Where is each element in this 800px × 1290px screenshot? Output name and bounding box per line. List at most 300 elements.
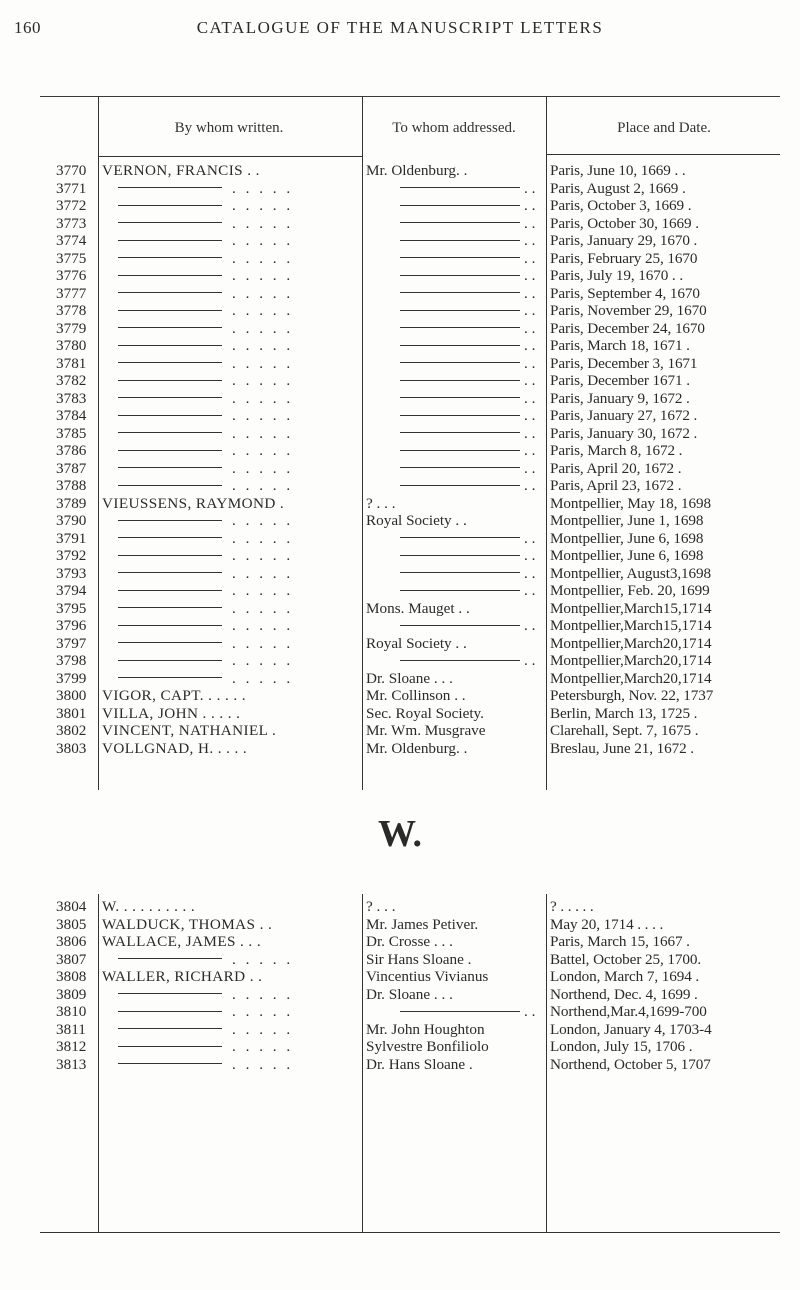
entry-number: 3801 [56, 704, 87, 722]
leader-dots: . . [524, 197, 536, 214]
entry-number: 3793 [56, 564, 87, 582]
addressee-ditto [366, 267, 546, 285]
entry-number: 3771 [56, 179, 87, 197]
table-row [0, 968, 800, 986]
writer-ditto [102, 530, 360, 548]
entry-number: 3775 [56, 249, 87, 267]
leader-dots: . . . . . [232, 459, 294, 477]
leader-dots: . . . . . [232, 249, 294, 267]
leader-dots: . . [524, 582, 536, 599]
ditto-rule [118, 642, 222, 643]
writer-ditto [102, 617, 360, 635]
bottom-rule [40, 1232, 780, 1233]
place-and-date: Paris, October 30, 1669 . [550, 214, 699, 232]
leader-dots: . . . . . [232, 1038, 294, 1055]
entry-number: 3803 [56, 739, 87, 757]
table-row [0, 740, 800, 758]
addressee: Mr. Oldenburg. . [366, 162, 468, 179]
table-row [0, 250, 800, 268]
writer-ditto [102, 390, 360, 408]
addressee: ? . . . [366, 898, 396, 915]
addressee: Sir Hans Sloane . [366, 950, 472, 968]
writer-ditto [102, 372, 360, 390]
place-and-date: Paris, January 29, 1670 . [550, 232, 698, 249]
ditto-rule [118, 1063, 222, 1064]
writer-ditto [102, 512, 360, 530]
writer-ditto [102, 565, 360, 583]
ditto-rule [118, 993, 222, 994]
addressee-ditto [366, 372, 546, 390]
place-and-date: Paris, August 2, 1669 . [550, 179, 686, 197]
writer-ditto [102, 547, 360, 565]
leader-dots: . . . . . [232, 985, 294, 1003]
ditto-rule [118, 345, 222, 346]
ditto-rule [118, 432, 222, 433]
leader-dots: . . [524, 459, 536, 477]
entry-number: 3779 [56, 319, 87, 337]
place-and-date: Paris, January 27, 1672 . [550, 407, 698, 424]
place-and-date: Montpellier, June 6, 1698 [550, 529, 704, 547]
writer-ditto [102, 951, 360, 969]
addressee-ditto [366, 320, 546, 338]
ditto-rule [118, 520, 222, 521]
table-row [0, 687, 800, 705]
place-and-date: Petersburgh, Nov. 22, 1737 [550, 687, 714, 704]
place-and-date: Montpellier, August3,1698 [550, 564, 711, 582]
leader-dots: . . . . . [232, 232, 294, 249]
ditto-rule [118, 275, 222, 276]
place-and-date: Paris, December 24, 1670 [550, 319, 705, 337]
page-number: 160 [14, 18, 41, 37]
entry-number: 3785 [56, 424, 87, 442]
writer-ditto [102, 355, 360, 373]
ditto-rule [118, 380, 222, 381]
entry-number: 3794 [56, 582, 87, 599]
writer-ditto [102, 267, 360, 285]
entry-number: 3804 [56, 898, 87, 915]
leader-dots: . . . . . [232, 424, 294, 442]
addressee: Mr. Oldenburg. . [366, 739, 468, 757]
header-rule [98, 156, 362, 157]
leader-dots: . . . . . [232, 197, 294, 214]
table-row [0, 460, 800, 478]
addressee: ? . . . [366, 494, 396, 512]
entry-number: 3778 [56, 302, 87, 319]
leader-dots: . . . . . [232, 1055, 294, 1073]
leader-dots: . . [524, 354, 536, 372]
writer-ditto [102, 285, 360, 303]
leader-dots: . . [524, 547, 536, 564]
writer-ditto [102, 635, 360, 653]
leader-dots: . . . . . [232, 407, 294, 424]
leader-dots: . . [524, 214, 536, 232]
addressee-ditto [366, 285, 546, 303]
addressee-ditto [366, 355, 546, 373]
ditto-rule [118, 572, 222, 573]
place-and-date: Montpellier,March15,1714 [550, 617, 712, 634]
leader-dots: . . . . . [232, 529, 294, 547]
ditto-rule [118, 450, 222, 451]
addressee-ditto [366, 215, 546, 233]
table-row [0, 162, 800, 180]
section-w-table [0, 898, 800, 1073]
leader-dots: . . [524, 337, 536, 354]
table-row [0, 425, 800, 443]
leader-dots: . . . . . [232, 319, 294, 337]
place-and-date: Montpellier, May 18, 1698 [550, 494, 711, 512]
leader-dots: . . [524, 179, 536, 197]
table-row [0, 337, 800, 355]
addressee: Sec. Royal Society. [366, 704, 484, 722]
entry-number: 3787 [56, 459, 87, 477]
entry-number: 3777 [56, 284, 87, 302]
leader-dots: . . [524, 424, 536, 442]
addressee: Vincentius Vivianus [366, 968, 489, 985]
entry-number: 3796 [56, 617, 87, 634]
ditto-rule [400, 187, 520, 188]
column-header-by-whom: By whom written. [174, 120, 284, 136]
place-and-date: Paris, June 10, 1669 . . [550, 162, 686, 179]
table-row [0, 652, 800, 670]
table-row [0, 407, 800, 425]
leader-dots: . . . . . [232, 634, 294, 652]
writer-name: VINCENT, NATHANIEL . [102, 722, 277, 739]
place-and-date: Paris, April 20, 1672 . [550, 459, 682, 477]
leader-dots: . . [524, 389, 536, 407]
leader-dots: . . . . . [232, 950, 294, 968]
table-row [0, 512, 800, 530]
place-and-date: London, March 7, 1694 . [550, 968, 700, 985]
ditto-rule [118, 205, 222, 206]
entry-number: 3800 [56, 687, 87, 704]
table-row [0, 442, 800, 460]
ditto-rule [118, 415, 222, 416]
entry-number: 3806 [56, 933, 87, 950]
table-row [0, 215, 800, 233]
table-row [0, 951, 800, 969]
writer-name: WALDUCK, THOMAS . . [102, 915, 273, 933]
ditto-rule [118, 660, 222, 661]
leader-dots: . . . . . [232, 599, 294, 617]
place-and-date: Paris, March 15, 1667 . [550, 933, 690, 950]
entry-number: 3798 [56, 652, 87, 669]
leader-dots: . . [524, 267, 536, 284]
ditto-rule [400, 467, 520, 468]
table-row [0, 477, 800, 495]
column-header-to-whom: To whom addressed. [392, 120, 516, 136]
entry-number: 3813 [56, 1055, 87, 1073]
table-row [0, 670, 800, 688]
writer-ditto [102, 215, 360, 233]
place-and-date: Montpellier,March20,1714 [550, 669, 712, 687]
entry-number: 3780 [56, 337, 87, 354]
ditto-rule [400, 625, 520, 626]
addressee-ditto [366, 460, 546, 478]
leader-dots: . . [524, 477, 536, 494]
entry-number: 3788 [56, 477, 87, 494]
writer-ditto [102, 407, 360, 425]
table-row [0, 1003, 800, 1021]
table-row [0, 898, 800, 916]
table-row [0, 705, 800, 723]
entry-number: 3807 [56, 950, 87, 968]
writer-ditto [102, 600, 360, 618]
table-row [0, 916, 800, 934]
ditto-rule [400, 432, 520, 433]
entry-number: 3805 [56, 915, 87, 933]
table-row [0, 372, 800, 390]
addressee-ditto [366, 1003, 546, 1021]
header-rule [546, 154, 780, 155]
table-row [0, 565, 800, 583]
addressee: Sylvestre Bonfiliolo [366, 1038, 489, 1055]
place-and-date: Montpellier, June 6, 1698 [550, 547, 704, 564]
place-and-date: Paris, April 23, 1672 . [550, 477, 682, 494]
entry-number: 3781 [56, 354, 87, 372]
ditto-rule [118, 467, 222, 468]
ditto-rule [400, 450, 520, 451]
writer-ditto [102, 1021, 360, 1039]
ditto-rule [400, 275, 520, 276]
ditto-rule [118, 1046, 222, 1047]
entry-number: 3770 [56, 162, 87, 179]
leader-dots: . . [524, 652, 536, 669]
writer-ditto [102, 425, 360, 443]
addressee: Mr. Wm. Musgrave [366, 722, 486, 739]
place-and-date: Breslau, June 21, 1672 . [550, 739, 694, 757]
ditto-rule [400, 310, 520, 311]
entry-number: 3808 [56, 968, 87, 985]
entry-number: 3795 [56, 599, 87, 617]
addressee: Mons. Mauget . . [366, 599, 470, 617]
writer-ditto [102, 582, 360, 600]
table-row [0, 390, 800, 408]
table-row [0, 1021, 800, 1039]
place-and-date: London, January 4, 1703-4 [550, 1020, 712, 1038]
writer-ditto [102, 337, 360, 355]
ditto-rule [400, 1011, 520, 1012]
addressee: Mr. John Houghton [366, 1020, 485, 1038]
entry-number: 3811 [56, 1020, 86, 1038]
ditto-rule [400, 222, 520, 223]
place-and-date: Battel, October 25, 1700. [550, 950, 702, 968]
writer-name: WALLACE, JAMES . . . [102, 933, 262, 950]
writer-ditto [102, 652, 360, 670]
ditto-rule [118, 485, 222, 486]
writer-name: VIEUSSENS, RAYMOND . [102, 494, 285, 512]
table-row [0, 547, 800, 565]
ditto-rule [400, 415, 520, 416]
addressee-ditto [366, 477, 546, 495]
place-and-date: Paris, February 25, 1670 [550, 249, 698, 267]
leader-dots: . . [524, 617, 536, 634]
place-and-date: Paris, January 9, 1672 . [550, 389, 690, 407]
table-row [0, 285, 800, 303]
leader-dots: . . [524, 302, 536, 319]
place-and-date: Berlin, March 13, 1725 . [550, 704, 698, 722]
writer-name: VIGOR, CAPT. . . . . . [102, 687, 246, 704]
addressee: Mr. James Petiver. [366, 915, 479, 933]
entry-number: 3772 [56, 197, 87, 214]
ditto-rule [118, 625, 222, 626]
ditto-rule [118, 310, 222, 311]
table-row [0, 722, 800, 740]
table-row [0, 617, 800, 635]
entry-number: 3802 [56, 722, 87, 739]
entry-number: 3810 [56, 1003, 87, 1020]
table-row [0, 495, 800, 513]
ditto-rule [118, 1028, 222, 1029]
ditto-rule [118, 327, 222, 328]
leader-dots: . . [524, 529, 536, 547]
leader-dots: . . . . . [232, 302, 294, 319]
section-letter: W. [377, 813, 422, 855]
table-row [0, 355, 800, 373]
writer-ditto [102, 197, 360, 215]
entry-number: 3799 [56, 669, 87, 687]
ditto-rule [400, 380, 520, 381]
ditto-rule [400, 240, 520, 241]
ditto-rule [118, 240, 222, 241]
ditto-rule [118, 537, 222, 538]
ditto-rule [118, 257, 222, 258]
leader-dots: . . . . . [232, 354, 294, 372]
leader-dots: . . . . . [232, 477, 294, 494]
addressee-ditto [366, 652, 546, 670]
ditto-rule [118, 590, 222, 591]
ditto-rule [118, 362, 222, 363]
leader-dots: . . . . . [232, 267, 294, 284]
place-and-date: May 20, 1714 . . . . [550, 915, 664, 933]
ditto-rule [400, 345, 520, 346]
writer-name: VOLLGNAD, H. . . . . [102, 739, 248, 757]
table-row [0, 232, 800, 250]
addressee: Royal Society . . [366, 634, 467, 652]
leader-dots: . . [524, 1003, 536, 1020]
writer-ditto [102, 986, 360, 1004]
entry-number: 3789 [56, 494, 87, 512]
leader-dots: . . [524, 407, 536, 424]
leader-dots: . . . . . [232, 564, 294, 582]
addressee-ditto [366, 565, 546, 583]
addressee-ditto [366, 425, 546, 443]
writer-name: VERNON, FRANCIS . . [102, 162, 260, 179]
leader-dots: . . [524, 372, 536, 389]
ditto-rule [400, 327, 520, 328]
table-row [0, 1038, 800, 1056]
place-and-date: Paris, January 30, 1672 . [550, 424, 698, 442]
entry-number: 3786 [56, 442, 87, 459]
writer-ditto [102, 1003, 360, 1021]
table-row [0, 986, 800, 1004]
writer-ditto [102, 180, 360, 198]
leader-dots: . . [524, 232, 536, 249]
addressee: Dr. Sloane . . . [366, 669, 453, 687]
addressee-ditto [366, 250, 546, 268]
table-row [0, 302, 800, 320]
leader-dots: . . . . . [232, 1020, 294, 1038]
writer-name: W. . . . . . . . . . [102, 898, 196, 915]
entry-number: 3784 [56, 407, 87, 424]
place-and-date: Montpellier, Feb. 20, 1699 [550, 582, 710, 599]
leader-dots: . . . . . [232, 337, 294, 354]
writer-ditto [102, 670, 360, 688]
place-and-date: Montpellier,March20,1714 [550, 652, 712, 669]
place-and-date: Montpellier,March15,1714 [550, 599, 712, 617]
writer-name: VILLA, JOHN . . . . . [102, 704, 241, 722]
addressee-ditto [366, 302, 546, 320]
table-row [0, 600, 800, 618]
addressee: Royal Society . . [366, 512, 467, 529]
writer-ditto [102, 1038, 360, 1056]
place-and-date: Paris, December 1671 . [550, 372, 690, 389]
ditto-rule [400, 660, 520, 661]
ditto-rule [118, 677, 222, 678]
entry-number: 3792 [56, 547, 87, 564]
addressee-ditto [366, 442, 546, 460]
addressee: Dr. Hans Sloane . [366, 1055, 473, 1073]
table-row [0, 320, 800, 338]
leader-dots: . . . . . [232, 284, 294, 302]
table-row [0, 180, 800, 198]
entry-number: 3790 [56, 512, 87, 529]
table-row [0, 582, 800, 600]
place-and-date: Paris, November 29, 1670 [550, 302, 707, 319]
running-title: CATALOGUE OF THE MANUSCRIPT LETTERS [196, 18, 604, 37]
leader-dots: . . [524, 564, 536, 582]
leader-dots: . . . . . [232, 652, 294, 669]
addressee-ditto [366, 180, 546, 198]
ditto-rule [118, 958, 222, 959]
leader-dots: . . [524, 249, 536, 267]
place-and-date: Paris, March 18, 1671 . [550, 337, 690, 354]
place-and-date: Paris, December 3, 1671 [550, 354, 698, 372]
entry-number: 3783 [56, 389, 87, 407]
addressee-ditto [366, 197, 546, 215]
top-rule [40, 96, 780, 97]
place-and-date: Northend, Dec. 4, 1699 . [550, 985, 698, 1003]
running-head [0, 18, 800, 48]
ditto-rule [400, 537, 520, 538]
place-and-date: Montpellier,March20,1714 [550, 634, 712, 652]
place-and-date: Paris, March 8, 1672 . [550, 442, 683, 459]
addressee-ditto [366, 617, 546, 635]
addressee: Mr. Collinson . . [366, 687, 466, 704]
place-and-date: Northend, October 5, 1707 [550, 1055, 711, 1073]
place-and-date: Clarehall, Sept. 7, 1675 . [550, 722, 699, 739]
addressee-ditto [366, 530, 546, 548]
table-row [0, 635, 800, 653]
writer-ditto [102, 442, 360, 460]
ditto-rule [118, 222, 222, 223]
leader-dots: . . . . . [232, 389, 294, 407]
writer-ditto [102, 460, 360, 478]
writer-ditto [102, 320, 360, 338]
addressee-ditto [366, 390, 546, 408]
table-row [0, 530, 800, 548]
ditto-rule [118, 555, 222, 556]
leader-dots: . . [524, 442, 536, 459]
leader-dots: . . . . . [232, 617, 294, 634]
entry-number: 3782 [56, 372, 87, 389]
leader-dots: . . . . . [232, 179, 294, 197]
ditto-rule [400, 485, 520, 486]
table-row [0, 267, 800, 285]
addressee: Dr. Sloane . . . [366, 985, 453, 1003]
section-v-table [0, 162, 800, 757]
ditto-rule [400, 555, 520, 556]
ditto-rule [400, 572, 520, 573]
